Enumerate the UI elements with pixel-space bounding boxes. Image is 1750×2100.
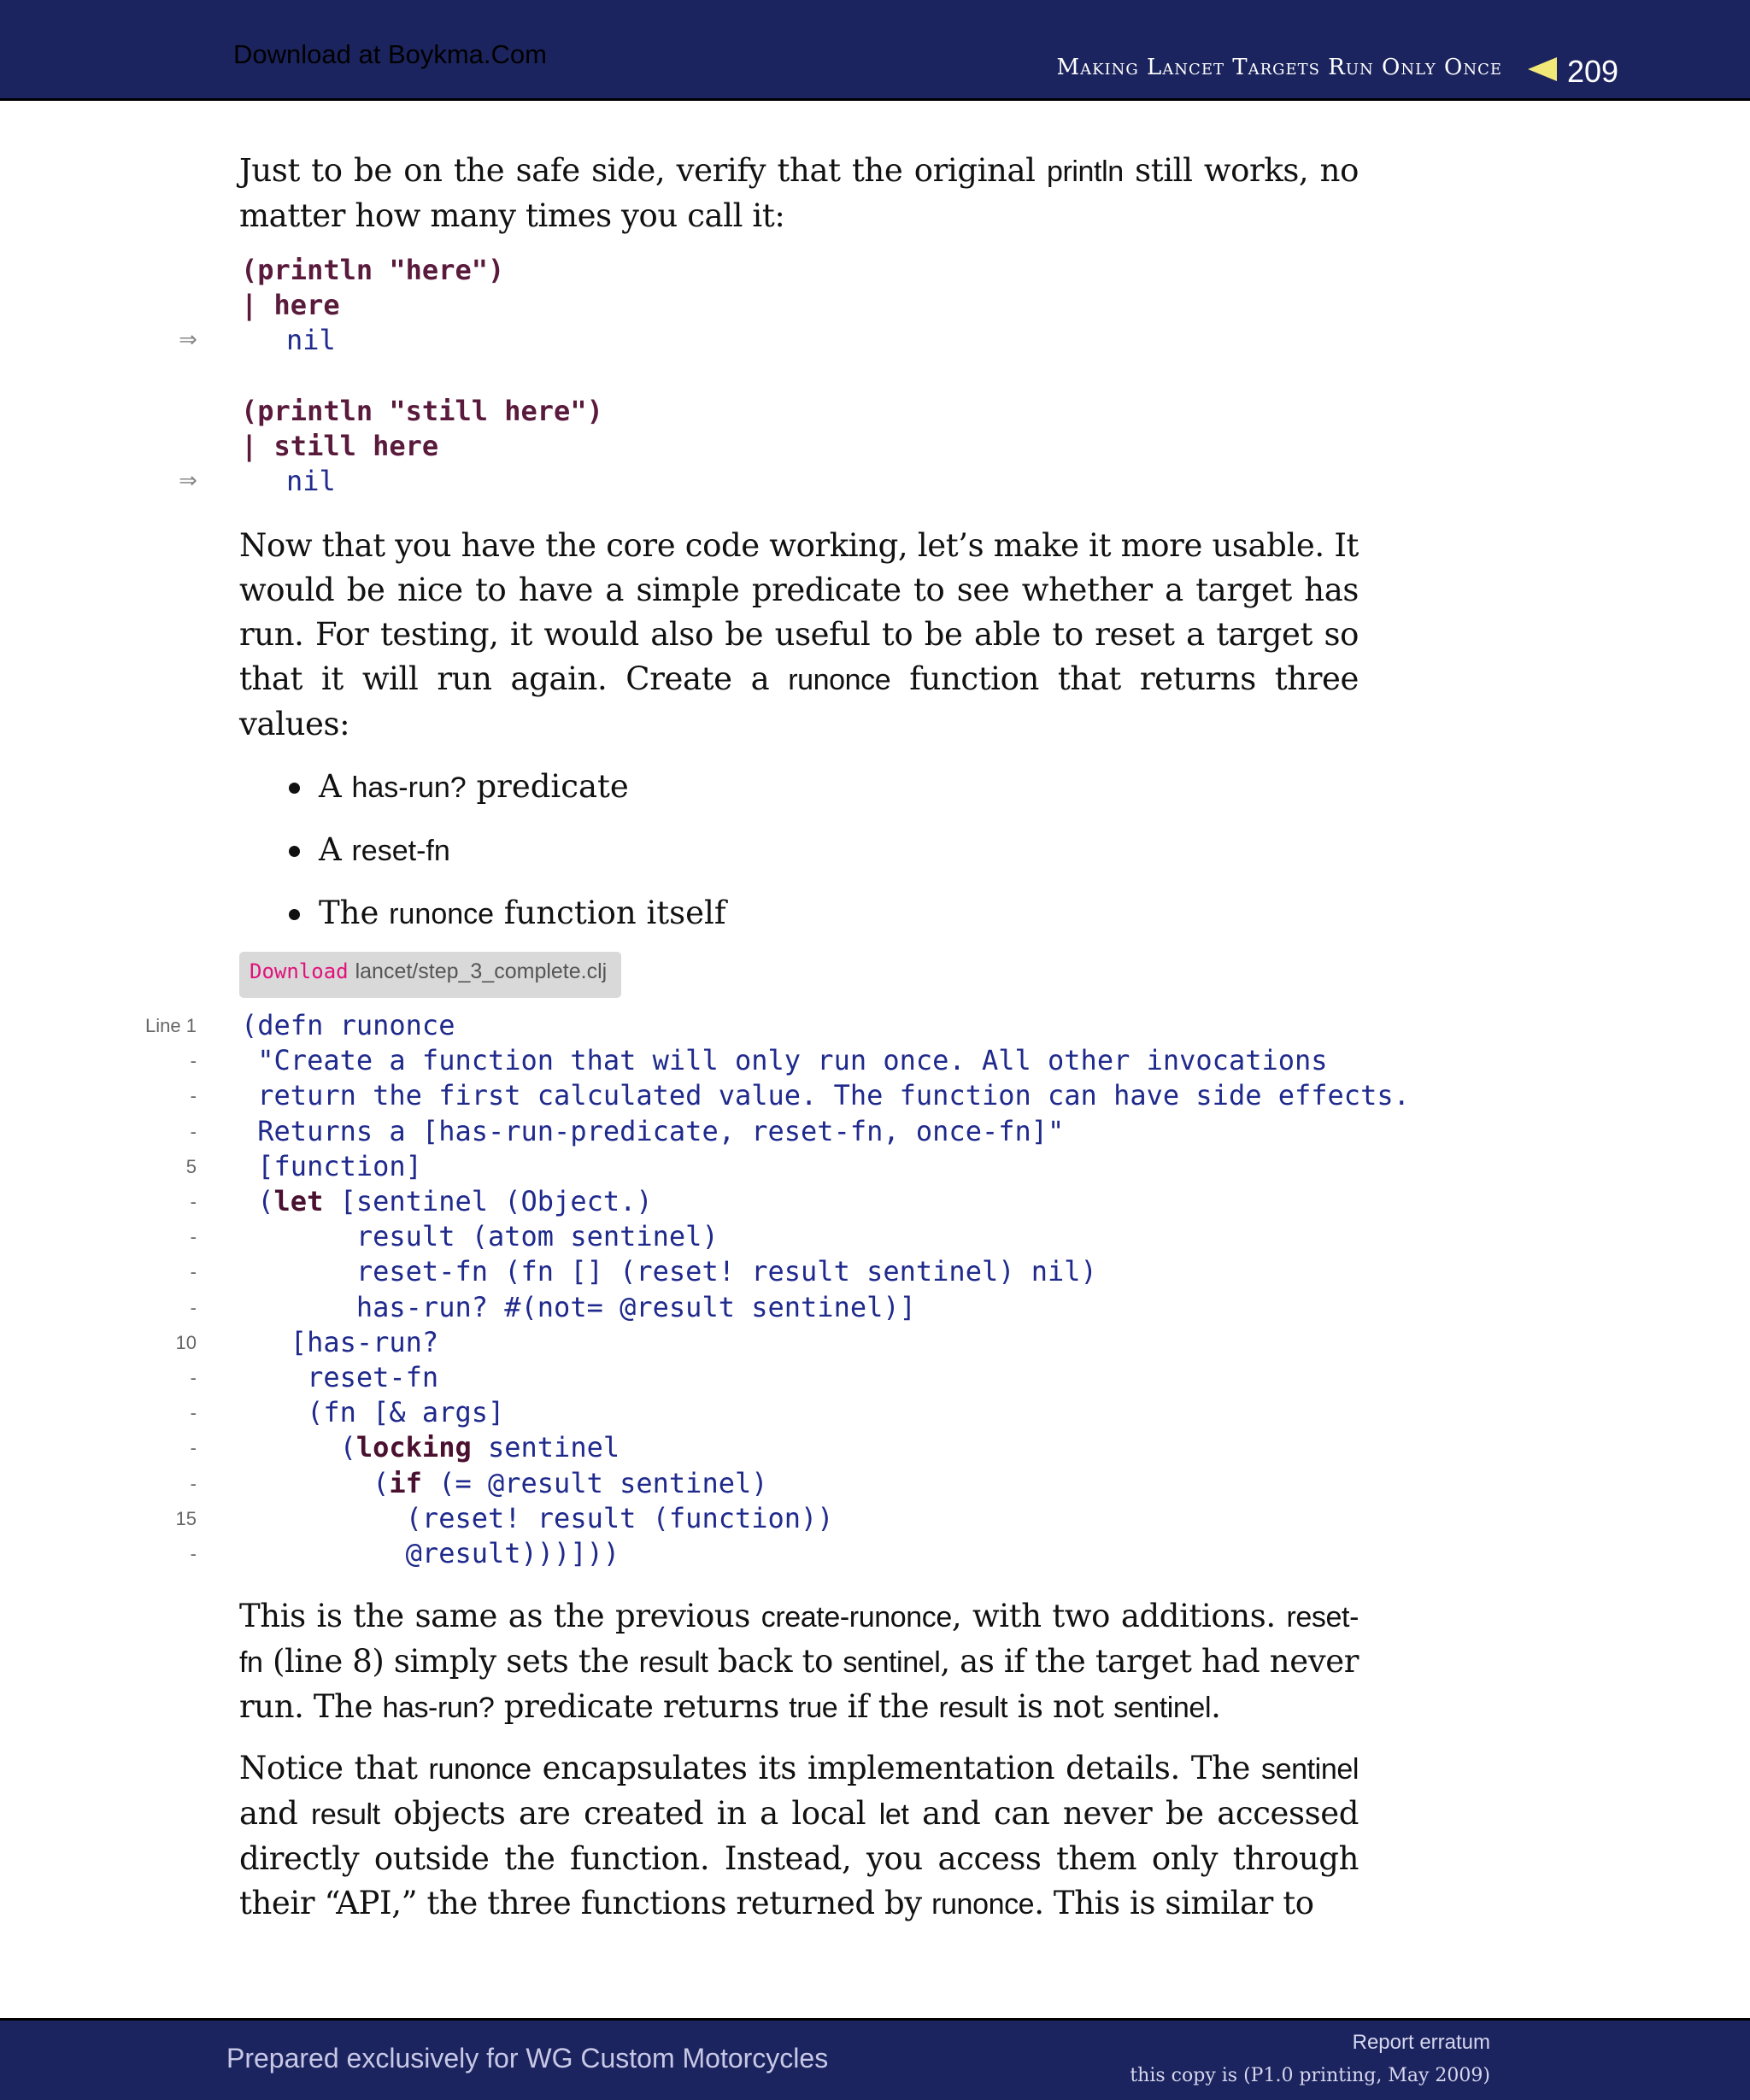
inline-code: result [638,1646,708,1679]
code-text: has-run? #(not= @result sentinel)] [241,1290,916,1323]
line-number: - [190,1543,197,1564]
line-number: 10 [175,1331,197,1353]
text: predicate returns [494,1688,790,1725]
line-number: - [190,1050,197,1072]
repl-output: | here [241,289,340,321]
paragraph-2 [239,524,1359,747]
text: , as if the target had never run. The [239,1643,1359,1725]
line-number: - [190,1367,197,1388]
line-number: - [190,1085,197,1107]
result-arrow-icon: ⇒ [179,468,197,494]
code-text: Returns a [has-run-predicate, reset-fn, once-fn]" [241,1114,1065,1147]
code-text: (defn runonce [241,1009,455,1041]
code-text: (locking sentinel [241,1431,620,1464]
repl-input: (println "still here") [241,395,603,427]
code-keyword: let [273,1185,324,1217]
text: Now that you have the core code working, let’s make it more usable. It would be nice to have a simple predicate to see whether a target has run. For testing, it would also be useful to be able to reset a target so that it will run again. Create a [239,527,1359,697]
repl-result: nil [286,465,336,497]
text: back to [708,1643,843,1680]
text: Just to be on the safe side, verify that the original [239,152,1047,189]
paragraph-1 [239,149,1359,238]
bullet-icon [289,909,300,920]
code-text: @result)))])) [241,1537,620,1569]
code-text: [has-run? [241,1325,439,1358]
text: is not [1007,1688,1114,1725]
text: (line 8) simply sets the [262,1643,639,1680]
inline-code: sentinel [843,1646,941,1679]
code-text: reset-fn [241,1361,439,1393]
code-text: reset-fn (fn [] (reset! result sentinel) nil) [241,1255,1097,1288]
inline-code: reset-fn [351,835,450,867]
text: and [239,1795,311,1832]
bullet-list [282,765,726,954]
line-number: Line 1 [145,1015,197,1036]
text: . [1211,1688,1221,1725]
code-text: (let [sentinel (Object.) [241,1185,653,1217]
line-number: - [190,1191,197,1212]
inline-code: result [310,1798,380,1831]
report-erratum-link[interactable]: Report erratum [1352,2031,1490,2054]
code-text: return the first calculated value. The function can have side effects. [241,1079,1410,1112]
inline-code: result [938,1692,1008,1724]
code-keyword: locking [355,1431,472,1464]
line-number: - [190,1472,197,1494]
code-text: (fn [& args] [241,1396,505,1429]
inline-code: println [1046,155,1124,188]
repl-output: | still here [241,430,439,462]
text: if the [837,1688,939,1725]
inline-code: let [878,1798,909,1831]
page-footer [0,2018,1750,2100]
text: predicate [466,768,629,805]
running-title: Making Lancet Targets Run Only Once [1056,55,1502,80]
inline-code: has-run? [382,1692,495,1724]
page-header [0,0,1750,101]
inline-code: reset-fn [239,1601,1359,1679]
text: encapsulates its implementation details. The [531,1750,1261,1786]
paragraph-4 [239,1746,1359,1927]
text: and can never be accessed directly outside the function. Instead, you access them only through their “API,” the three functions returned by [239,1795,1359,1921]
page-number: 209 [1567,54,1619,89]
previous-page-arrow-icon[interactable] [1528,57,1557,81]
result-arrow-icon: ⇒ [179,327,197,353]
text: function that returns three values: [239,660,1359,742]
text: A [319,831,352,868]
inline-code: has-run? [351,771,467,804]
inline-code: sentinel [1261,1753,1359,1786]
download-file-link[interactable] [239,952,621,998]
line-number: - [190,1261,197,1283]
text: still works, no matter how many times you call it: [239,152,1359,234]
bullet-icon [289,783,300,794]
prepared-for-text: Prepared exclusively for WG Custom Motorcycles [226,2043,829,2074]
list-item [282,828,726,891]
line-number: - [190,1226,197,1248]
inline-code: runonce [931,1888,1035,1921]
inline-code: sentinel [1113,1692,1212,1724]
inline-code: runonce [788,664,891,696]
repl-input: (println "here") [241,254,505,286]
inline-code: runonce [428,1753,531,1786]
text: . This is similar to [1034,1885,1314,1921]
download-watermark[interactable]: Download at Boykma.Com [233,39,547,69]
paragraph-3 [239,1594,1359,1730]
text: This is the same as the previous [239,1598,761,1634]
text: Notice that [239,1750,429,1786]
code-keyword: if [389,1466,422,1499]
repl-result: nil [286,324,336,356]
code-text: "Create a function that will only run once. All other invocations [241,1044,1328,1077]
bullet-icon [289,846,300,857]
code-text: (reset! result (function)) [241,1501,834,1534]
inline-code: runonce [389,898,495,930]
inline-code: true [789,1692,838,1724]
list-item [282,765,726,828]
printing-info: this copy is (P1.0 printing, May 2009) [1130,2065,1490,2086]
line-number: - [190,1296,197,1318]
text: The [319,895,390,931]
download-label[interactable]: Download [250,959,349,983]
text: A [319,768,352,805]
line-number: 15 [175,1507,197,1529]
code-text: [function] [241,1149,422,1182]
text: function itself [494,895,726,931]
download-filename[interactable]: lancet/step_3_complete.clj [355,959,608,983]
text: objects are created in a local [379,1795,879,1832]
inline-code: create-runonce [760,1601,952,1634]
code-text: result (atom sentinel) [241,1220,719,1253]
text: , with two additions. [951,1598,1287,1634]
line-number: - [190,1402,197,1424]
code-text: (if (= @result sentinel) [241,1466,768,1499]
list-item [282,891,726,954]
line-number: - [190,1437,197,1459]
line-number: - [190,1120,197,1142]
line-number: 5 [185,1155,197,1177]
